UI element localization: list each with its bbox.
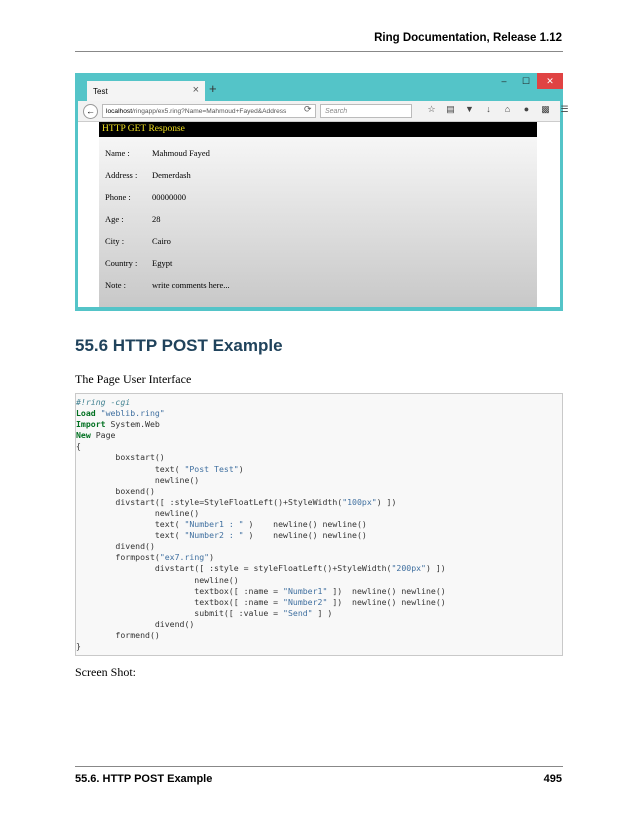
code-line: [76, 519, 562, 530]
window-controls: [493, 73, 563, 89]
code-token: "Number1": [283, 585, 328, 596]
code-token: boxend(): [76, 485, 155, 496]
code-token: newline(): [76, 574, 239, 585]
reload-icon[interactable]: ⟳: [304, 104, 312, 114]
code-token: "Number2 : ": [184, 530, 244, 541]
code-token: #!ring -cgi: [76, 397, 131, 407]
field-label: Address :: [105, 170, 138, 180]
field-label: Country :: [105, 258, 138, 268]
close-window-icon[interactable]: ✕: [537, 73, 563, 89]
code-line: [76, 530, 562, 541]
code-token: divend(): [76, 541, 155, 552]
page-number: 495: [543, 773, 562, 785]
code-token: }: [76, 641, 81, 652]
response-title-bar: HTTP GET Response: [99, 122, 537, 137]
download-icon[interactable]: ↓: [486, 104, 491, 114]
browser-screenshot: [75, 73, 569, 311]
code-token: textbox([ :name =: [76, 585, 284, 596]
code-token: ): [209, 552, 215, 563]
header-rule: [75, 51, 563, 52]
address-bar[interactable]: [102, 104, 316, 118]
code-token: textbox([ :name =: [76, 596, 284, 607]
code-token: ) newline() newline(): [243, 530, 367, 541]
code-token: Import: [76, 419, 106, 430]
footer-rule: [75, 766, 563, 767]
code-token: newline(): [76, 507, 200, 518]
menu-icon[interactable]: ☰: [560, 104, 569, 114]
code-line: [76, 508, 562, 519]
url-path: /ringapp/ex5.ring?Name=Mahmoud+Fayed&Address: [132, 108, 287, 115]
code-line: [76, 597, 562, 608]
code-line: [76, 497, 562, 508]
chat-icon[interactable]: ●: [523, 104, 530, 114]
url-host: localhost: [106, 108, 133, 115]
code-line: [76, 563, 562, 574]
code-line: [76, 452, 562, 463]
code-token: {: [76, 441, 81, 452]
code-token: text(: [76, 463, 185, 474]
code-line: [76, 419, 562, 430]
code-token: ] ): [312, 607, 333, 618]
field-label: Name :: [105, 148, 130, 158]
running-header-title: Ring Documentation, Release 1.12: [374, 32, 562, 44]
code-token: formpost(: [76, 552, 160, 563]
tab-title: Test: [93, 87, 108, 96]
code-block: [75, 393, 563, 656]
home-icon[interactable]: ⌂: [504, 104, 511, 114]
code-token: "Number2": [283, 596, 328, 607]
minimize-icon[interactable]: –: [501, 76, 507, 86]
code-token: "ex7.ring": [159, 552, 210, 563]
code-token: divstart([ :style=StyleFloatLeft()+StyleWidth(: [76, 496, 343, 507]
field-value: 00000000: [152, 192, 186, 202]
code-line: [76, 475, 562, 486]
code-token: Page: [90, 430, 116, 441]
code-token: New: [76, 430, 91, 441]
code-line: [76, 397, 562, 408]
code-line: [76, 575, 562, 586]
code-token: formend(): [76, 629, 160, 640]
pocket-icon[interactable]: ▼: [465, 104, 474, 114]
tab-close-icon[interactable]: ×: [192, 84, 199, 96]
code-line: [76, 541, 562, 552]
code-line: [76, 641, 562, 652]
back-arrow-icon[interactable]: ←: [83, 104, 98, 119]
intro-text: The Page User Interface: [75, 372, 192, 386]
section-heading: 55.6 HTTP POST Example: [75, 336, 283, 355]
field-value: write comments here...: [152, 280, 230, 290]
search-input[interactable]: [320, 104, 412, 118]
code-token: boxstart(): [76, 452, 165, 463]
code-token: ]) newline() newline(): [327, 596, 446, 607]
field-value: Mahmoud Fayed: [152, 148, 210, 158]
code-token: ) ]): [376, 496, 397, 507]
code-token: newline(): [76, 474, 200, 485]
code-token: Load: [76, 408, 96, 419]
code-token: "200px": [391, 563, 426, 574]
code-token: divend(): [76, 618, 195, 629]
code-token: ): [238, 463, 244, 474]
search-placeholder: Search: [325, 108, 348, 115]
toolbar-icons: [426, 104, 570, 115]
code-line: [76, 586, 562, 597]
code-line: [76, 619, 562, 630]
field-label: Phone :: [105, 192, 131, 202]
new-tab-icon[interactable]: +: [209, 81, 217, 96]
field-value: Egypt: [152, 258, 173, 268]
code-line: [76, 630, 562, 641]
star-icon[interactable]: ☆: [427, 104, 436, 114]
code-line: [76, 464, 562, 475]
code-token: "Post Test": [184, 463, 239, 474]
field-value: 28: [152, 214, 161, 224]
code-token: "Number1 : ": [184, 519, 244, 530]
maximize-icon[interactable]: ☐: [521, 76, 531, 86]
code-token: submit([ :value =: [76, 607, 284, 618]
code-token: ]) newline() newline(): [327, 585, 446, 596]
field-label: City :: [105, 236, 125, 246]
footer-section: 55.6. HTTP POST Example: [75, 773, 213, 785]
code-token: "100px": [342, 496, 377, 507]
reading-list-icon[interactable]: ▤: [446, 104, 455, 114]
code-token: System.Web: [105, 419, 160, 430]
code-token: "Send": [283, 607, 313, 618]
code-token: ) ]): [426, 563, 446, 574]
field-label: Note :: [105, 280, 127, 290]
code-line: [76, 486, 562, 497]
code-line: [76, 408, 562, 419]
code-token: ) newline() newline(): [243, 519, 367, 530]
navigation-bar: [78, 101, 569, 122]
code-token: text(: [76, 530, 185, 541]
sidebar-icon[interactable]: ▩: [541, 104, 550, 114]
code-token: divstart([ :style = styleFloatLeft()+StyleWidth(: [76, 563, 392, 574]
field-value: Cairo: [152, 236, 171, 246]
screenshot-label: Screen Shot:: [75, 665, 136, 679]
field-label: Age :: [105, 214, 124, 224]
code-line: [76, 552, 562, 563]
field-value: Demerdash: [152, 170, 191, 180]
code-line: [76, 430, 562, 441]
code-line: [76, 441, 562, 452]
code-line: [76, 608, 562, 619]
page-content: [78, 122, 560, 307]
code-listing: [76, 397, 562, 652]
code-token: text(: [76, 519, 185, 530]
browser-tab[interactable]: [87, 81, 205, 101]
code-token: "weblib.ring": [100, 408, 165, 419]
